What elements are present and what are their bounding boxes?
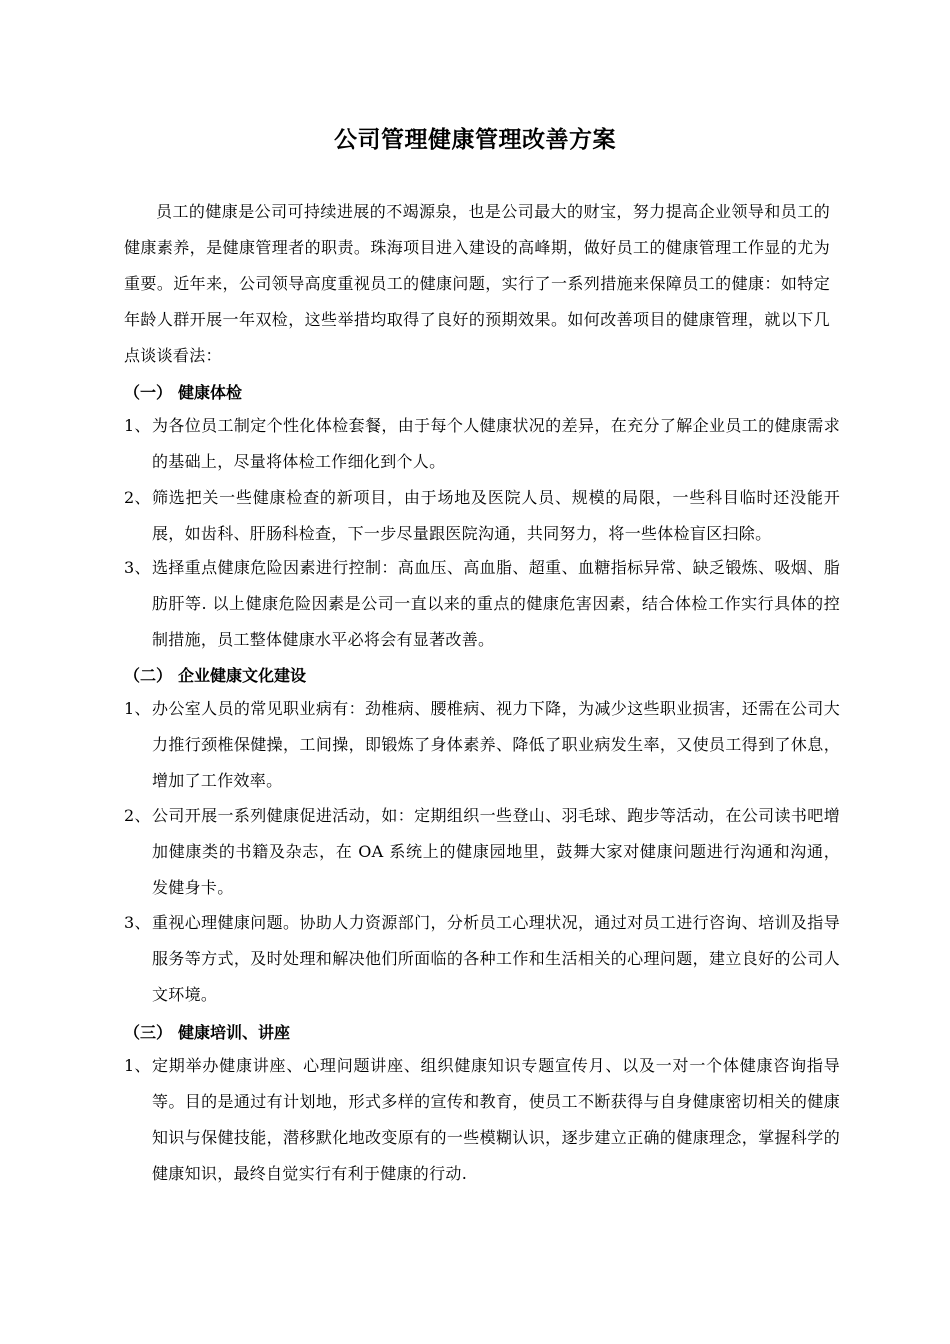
item-text: 为各位员工制定个性化体检套餐，由于每个人健康状况的差异，在充分了解企业员工的健康需求的基础上，尽量将体检工作细化到个人。 xyxy=(152,416,840,471)
item-text: 定期举办健康讲座、心理问题讲座、组织健康知识专题宣传月、以及一对一个体健康咨询指导等。目的是通过有计划地，形式多样的宣传和教育，使员工不断获得与自身健康密切相关的健康知识与保健技能，潜移默化地改变原有的一些模糊认识，逐步建立正确的健康理念，掌握科学的健康知识，最终自觉实行有利于健康的行动. xyxy=(152,1056,840,1183)
item-number: 1、 xyxy=(124,416,151,435)
intro-paragraph: 员工的健康是公司可持续进展的不竭源泉，也是公司最大的财宝，努力提高企业领导和员工的健康素养，是健康管理者的职责。珠海项目进入建设的高峰期，做好员工的健康管理工作显的尤为重要。近年来，公司领导高度重视员工的健康问题，实行了一系列措施来保障员工的健康：如特定年龄人群开展一年双检，这些举措均取得了良好的预期效果。如何改善项目的健康管理，就以下几点谈谈看法： xyxy=(124,202,830,365)
document-title: 公司管理健康管理改善方案 xyxy=(334,126,616,153)
item-text: 公司开展一系列健康促进活动，如：定期组织一些登山、羽毛球、跑步等活动，在公司读书吧增加健康类的书籍及杂志，在 OA 系统上的健康园地里，鼓舞大家对健康问题进行沟通和沟通，发健身卡。 xyxy=(152,806,840,897)
item-number: 1、 xyxy=(124,1056,151,1075)
item-text: 重视心理健康问题。协助人力资源部门，分析员工心理状况，通过对员工进行咨询、培训及指导服务等方式，及时处理和解决他们所面临的各种工作和生活相关的心理问题，建立良好的公司人文环境。 xyxy=(152,913,840,1004)
section-heading-1 xyxy=(124,381,242,405)
item-text: 筛选把关一些健康检查的新项目，由于场地及医院人员、规模的局限，一些科目临时还没能开展，如齿科、肝肠科检查，下一步尽量跟医院沟通，共同努力，将一些体检盲区扫除。 xyxy=(152,488,840,543)
list-item xyxy=(124,550,840,658)
list-item xyxy=(124,480,840,552)
section-heading-3 xyxy=(124,1021,290,1045)
list-item xyxy=(124,691,840,799)
list-item xyxy=(124,798,840,906)
section-number: （二） xyxy=(124,666,173,685)
section-heading-2 xyxy=(124,664,306,688)
section-title: 健康培训、讲座 xyxy=(178,1023,291,1042)
item-number: 1、 xyxy=(124,699,151,718)
item-number: 3、 xyxy=(124,558,151,577)
item-number: 2、 xyxy=(124,806,151,825)
list-item xyxy=(124,1048,840,1192)
item-number: 3、 xyxy=(124,913,151,932)
list-item xyxy=(124,905,840,1013)
section-title: 企业健康文化建设 xyxy=(178,666,307,685)
item-text: 选择重点健康危险因素进行控制：高血压、高血脂、超重、血糖指标异常、缺乏锻炼、吸烟、脂肪肝等. 以上健康危险因素是公司一直以来的重点的健康危害因素，结合体检工作实行具体的控制措施，员工整体健康水平必将会有显著改善。 xyxy=(152,558,840,649)
list-item xyxy=(124,408,840,480)
item-text: 办公室人员的常见职业病有：劲椎病、腰椎病、视力下降，为减少这些职业损害，还需在公司大力推行颈椎保健操，工间操，即锻炼了身体素养、降低了职业病发生率，又使员工得到了休息，增加了工作效率。 xyxy=(152,699,840,790)
section-number: （一） xyxy=(124,383,173,402)
section-title: 健康体检 xyxy=(178,383,243,402)
item-number: 2、 xyxy=(124,488,151,507)
section-number: （三） xyxy=(124,1023,173,1042)
